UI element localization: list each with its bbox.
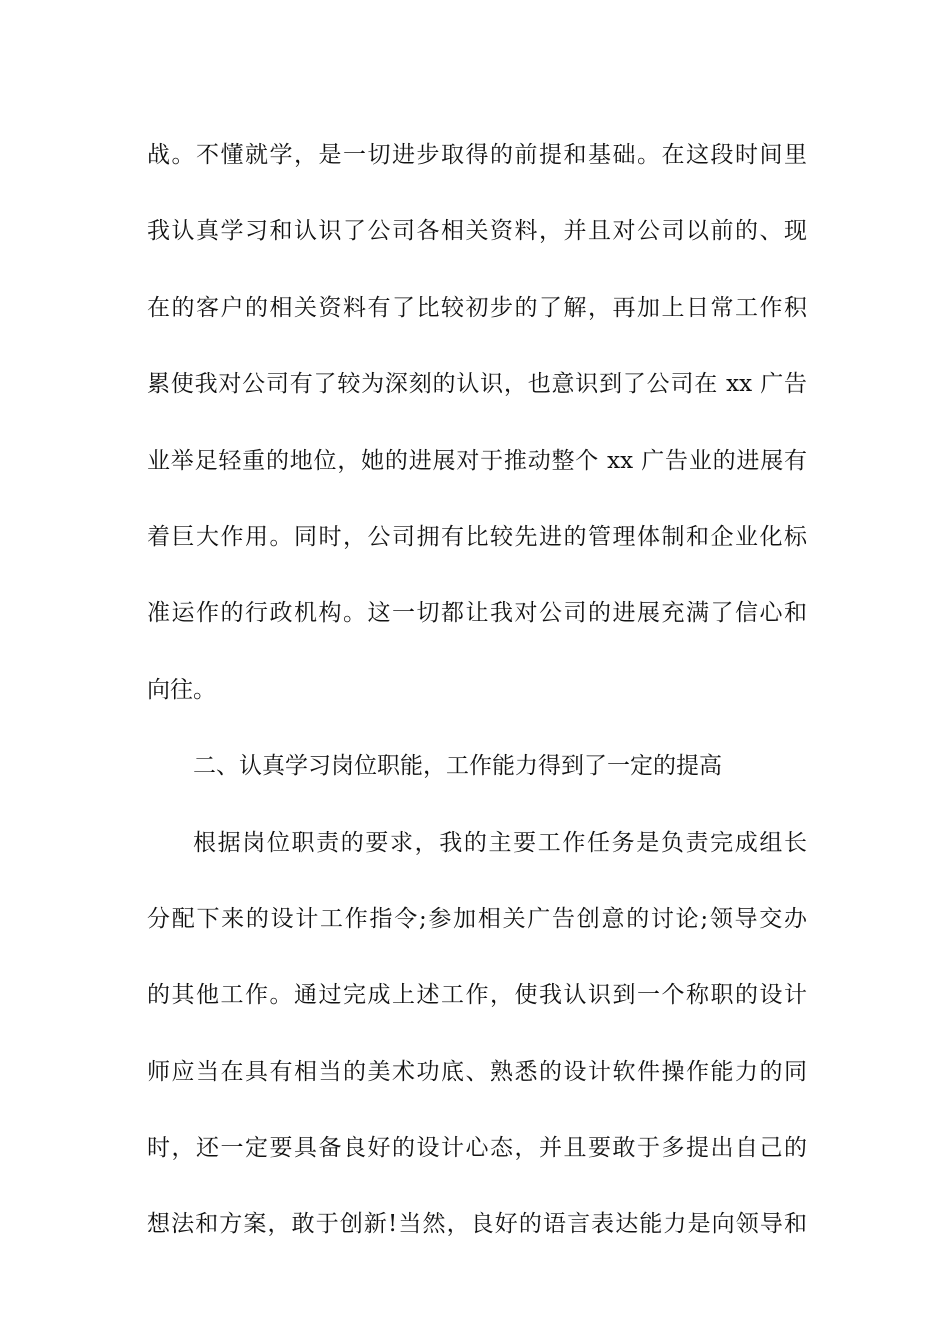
text-line: 想法和方案，敢于创新!当然，良好的语言表达能力是向领导和 — [147, 1211, 807, 1238]
text-line: 根据岗位职责的要求，我的主要工作任务是负责完成组长 — [193, 829, 807, 856]
text-line: 时，还一定要具备良好的设计心态，并且要敢于多提出自己的 — [147, 1135, 807, 1162]
text-line: 着巨大作用。同时，公司拥有比较先进的管理体制和企业化标 — [147, 523, 807, 550]
text-line: 战。不懂就学，是一切进步取得的前提和基础。在这段时间里 — [147, 142, 807, 168]
text-line: 师应当在具有相当的美术功底、熟悉的设计软件操作能力的同 — [147, 1058, 807, 1085]
text-line: 向往。 — [147, 676, 216, 703]
body-text — [147, 132, 807, 1278]
text-line: 业举足轻重的地位，她的进展对于推动整个 xx 广告业的进展有 — [147, 447, 807, 474]
text-line: 准运作的行政机构。这一切都让我对公司的进展充满了信心和 — [147, 600, 807, 627]
text-line: 在的客户的相关资料有了比较初步的了解，再加上日常工作积 — [147, 294, 807, 321]
text-line: 分配下来的设计工作指令;参加相关广告创意的讨论;领导交办 — [147, 905, 807, 932]
text-line: 我认真学习和认识了公司各相关资料，并且对公司以前的、现 — [147, 218, 807, 245]
section-heading: 二、认真学习岗位职能，工作能力得到了一定的提高 — [193, 753, 722, 780]
text-line: 的其他工作。通过完成上述工作，使我认识到一个称职的设计 — [147, 982, 807, 1009]
text-line: 累使我对公司有了较为深刻的认识，也意识到了公司在 xx 广告 — [147, 371, 807, 398]
